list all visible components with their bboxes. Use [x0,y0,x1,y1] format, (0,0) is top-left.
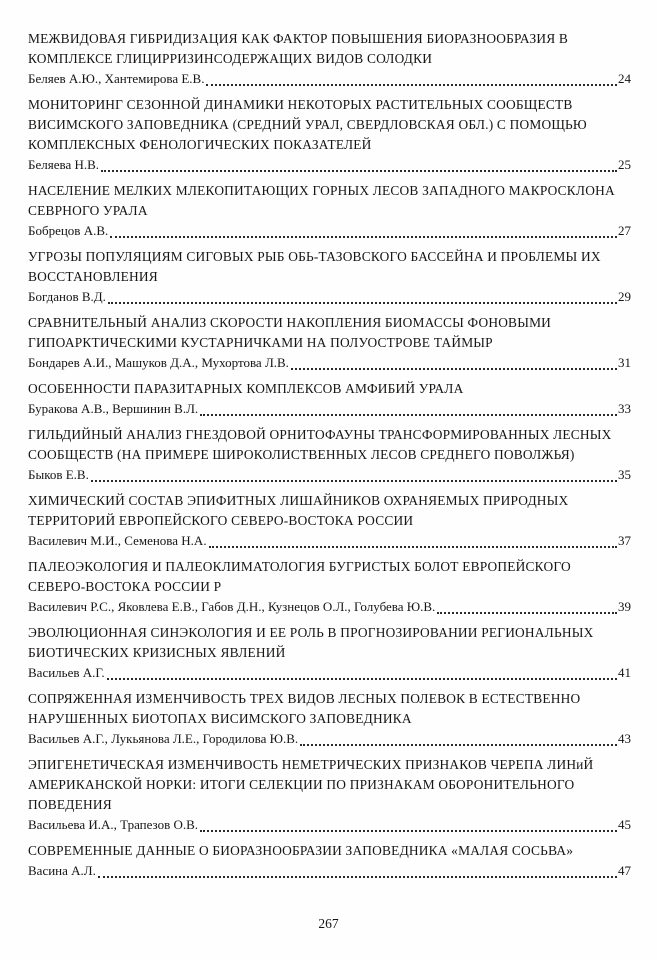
entry-page-number: 25 [618,157,631,172]
entry-title: МЕЖВИДОВАЯ ГИБРИДИЗАЦИЯ КАК ФАКТОР ПОВЫШЕНИЯ БИОРАЗНООБРАЗИЯ В КОМПЛЕКСЕ ГЛИЦИРРИЗИНСОДЕРЖАЩИХ ВИДОВ СОЛОДКИ [28,31,569,66]
entry-author-line [28,155,631,174]
entry-page-number: 35 [618,467,631,482]
entry-authors: Богданов В.Д. [28,289,106,304]
toc-entry [28,841,631,880]
dot-leader [209,533,617,548]
entry-authors: Василевич М.И., Семенова Н.А. [28,533,207,548]
entry-authors: Василевич Р.С., Яковлева Е.В., Габов Д.Н., Кузнецов О.Л., Голубева Ю.В. [28,599,436,614]
dot-leader [108,289,617,304]
dot-leader [437,599,617,614]
entry-author-line [28,353,631,372]
toc-entry [28,181,631,240]
entry-title: СРАВНИТЕЛЬНЫЙ АНАЛИЗ СКОРОСТИ НАКОПЛЕНИЯ БИОМАССЫ ФОНОВЫМИ ГИПОАРКТИЧЕСКИМИ КУСТАРНИЧКАМИ НА ПОЛУОСТРОВЕ ТАЙМЫР [28,315,552,350]
dot-leader [91,467,617,482]
entry-title: ЭПИГЕНЕТИЧЕСКАЯ ИЗМЕНЧИВОСТЬ НЕМЕТРИЧЕСКИХ ПРИЗНАКОВ ЧЕРЕПА ЛИНиЙ АМЕРИКАНСКОЙ НОРКИ: ИТОГИ СЕЛЕКЦИИ ПО ПРИЗНАКАМ ОБОРОНИТЕЛЬНОГО ПОВЕДЕНИЯ [28,757,594,812]
toc-entry [28,247,631,306]
dot-leader [110,223,617,238]
entry-title: ГИЛЬДИЙНЫЙ АНАЛИЗ ГНЕЗДОВОЙ ОРНИТОФАУНЫ ТРАНСФОРМИРОВАННЫХ ЛЕСНЫХ СООБЩЕСТВ (НА ПРИМЕРЕ ШИРОКОЛИСТВЕННЫХ ЛЕСОВ СРЕДНЕГО ПОВОЛЖЬЯ) [28,427,612,462]
entry-title: УГРОЗЫ ПОПУЛЯЦИЯМ СИГОВЫХ РЫБ ОБЬ-ТАЗОВСКОГО БАССЕЙНА И ПРОБЛЕМЫ ИХ ВОССТАНОВЛЕНИЯ [28,249,601,284]
entry-authors: Васильев А.Г., Лукьянова Л.Е., Городилова Ю.В. [28,731,299,746]
entry-title: ОСОБЕННОСТИ ПАРАЗИТАРНЫХ КОМПЛЕКСОВ АМФИБИЙ УРАЛА [28,381,464,396]
entry-title: МОНИТОРИНГ СЕЗОННОЙ ДИНАМИКИ НЕКОТОРЫХ РАСТИТЕЛЬНЫХ СООБЩЕСТВ ВИСИМСКОГО ЗАПОВЕДНИКА (СРЕДНИЙ УРАЛ, СВЕРДЛОВСКАЯ ОБЛ.) С ПОМОЩЬЮ КОМПЛЕКСНЫХ ФЕНОЛОГИЧЕСКИХ ПОКАЗАТЕЛЕЙ [28,97,587,152]
entry-authors: Беляева Н.В. [28,157,100,172]
entry-author-line [28,399,631,418]
toc-entry [28,557,631,616]
entry-author-line [28,815,631,834]
entry-page-number: 37 [618,533,631,548]
toc-entry [28,29,631,88]
entry-author-line [28,465,631,484]
toc-entry [28,379,631,418]
dot-leader [206,71,617,86]
toc-entry [28,425,631,484]
entry-authors: Буракова А.В., Вершинин В.Л. [28,401,199,416]
dot-leader [101,157,617,172]
entry-authors: Бобрецов А.В. [28,223,109,238]
entry-page-number: 27 [618,223,631,238]
toc-list [28,29,631,880]
entry-page-number: 45 [618,817,631,832]
entry-title: СОПРЯЖЕННАЯ ИЗМЕНЧИВОСТЬ ТРЕХ ВИДОВ ЛЕСНЫХ ПОЛЕВОК В ЕСТЕСТВЕННО НАРУШЕННЫХ БИОТОПАХ ВИСИМСКОГО ЗАПОВЕДНИКА [28,691,581,726]
toc-entry [28,689,631,748]
toc-entry [28,755,631,834]
entry-authors: Беляев А.Ю., Хантемирова Е.В. [28,71,205,86]
entry-author-line [28,597,631,616]
dot-leader [107,665,617,680]
entry-title: СОВРЕМЕННЫЕ ДАННЫЕ О БИОРАЗНООБРАЗИИ ЗАПОВЕДНИКА «МАЛАЯ СОСЬВА» [28,843,574,858]
entry-authors: Быков Е.В. [28,467,89,482]
entry-authors: Васильев А.Г. [28,665,105,680]
dot-leader [200,401,617,416]
toc-entry [28,491,631,550]
entry-page-number: 31 [618,355,631,370]
toc-entry [28,623,631,682]
page-number: 267 [318,916,339,931]
entry-page-number: 43 [618,731,631,746]
entry-author-line [28,729,631,748]
entry-page-number: 41 [618,665,631,680]
entry-author-line [28,69,631,88]
entry-author-line [28,221,631,240]
toc-entry [28,95,631,174]
entry-authors: Васина А.Л. [28,863,96,878]
entry-author-line [28,663,631,682]
entry-page-number: 47 [618,863,631,878]
dot-leader [98,863,617,878]
entry-authors: Бондарев А.И., Машуков Д.А., Мухортова Л.В. [28,355,289,370]
entry-page-number: 39 [618,599,631,614]
dot-leader [200,817,617,832]
entry-page-number: 29 [618,289,631,304]
dot-leader [291,355,617,370]
entry-author-line [28,287,631,306]
entry-title: ПАЛЕОЭКОЛОГИЯ И ПАЛЕОКЛИМАТОЛОГИЯ БУГРИСТЫХ БОЛОТ ЕВРОПЕЙСКОГО СЕВЕРО-ВОСТОКА РОССИИ Р [28,559,571,594]
toc-entry [28,313,631,372]
entry-title: НАСЕЛЕНИЕ МЕЛКИХ МЛЕКОПИТАЮЩИХ ГОРНЫХ ЛЕСОВ ЗАПАДНОГО МАКРОСКЛОНА СЕВРНОГО УРАЛА [28,183,615,218]
dot-leader [300,731,617,746]
entry-title: ХИМИЧЕСКИЙ СОСТАВ ЭПИФИТНЫХ ЛИШАЙНИКОВ ОХРАНЯЕМЫХ ПРИРОДНЫХ ТЕРРИТОРИЙ ЕВРОПЕЙСКОГО СЕВЕРО-ВОСТОКА РОССИИ [28,493,569,528]
page-footer [0,916,657,932]
entry-title: ЭВОЛЮЦИОННАЯ СИНЭКОЛОГИЯ И ЕЕ РОЛЬ В ПРОГНОЗИРОВАНИИ РЕГИОНАЛЬНЫХ БИОТИЧЕСКИХ КРИЗИСНЫХ ЯВЛЕНИЙ [28,625,594,660]
entry-authors: Васильева И.А., Трапезов О.В. [28,817,199,832]
entry-author-line [28,861,631,880]
entry-page-number: 24 [618,71,631,86]
entry-author-line [28,531,631,550]
entry-page-number: 33 [618,401,631,416]
